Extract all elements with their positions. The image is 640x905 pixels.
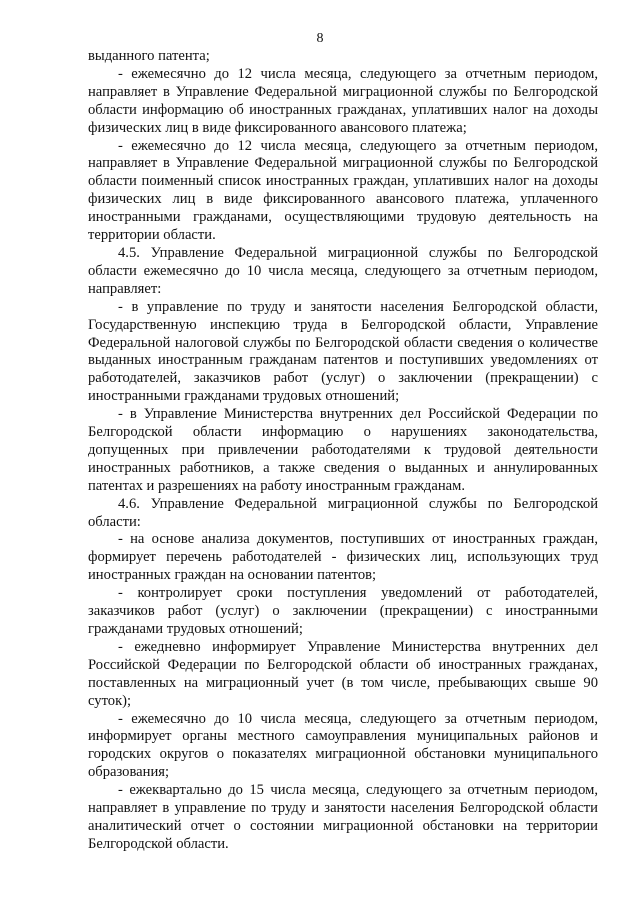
paragraph: - ежемесячно до 12 числа месяца, следующего за отчетным периодом, направляет в Управление Федеральной миграционной службы по Белгородской области информацию об иностранных гражданах, уплативших налог на доходы физических лиц в виде фиксированного авансового платежа;: [88, 65, 598, 136]
paragraph: - ежедневно информирует Управление Министерства внутренних дел Российской Федерации по Белгородской области об иностранных гражданах, поставленных на миграционный учет (в том числе, пребывающих свыше 90 суток);: [88, 638, 598, 709]
paragraph: выданного патента;: [88, 48, 210, 64]
section-4-6-paragraph: 4.6. Управление Федеральной миграционной службы по Белгородской области:: [88, 495, 598, 530]
paragraph: - ежемесячно до 10 числа месяца, следующего за отчетным периодом, информирует органы местного самоуправления муниципальных районов и городских округов о показателях миграционной обстановки муниципального образования;: [88, 710, 598, 781]
paragraph: - на основе анализа документов, поступивших от иностранных граждан, формирует перечень работодателей - физических лиц, использующих труд иностранных граждан на основании патентов;: [88, 531, 598, 584]
paragraph: - в Управление Министерства внутренних дел Российской Федерации по Белгородской области информацию о нарушениях законодательства, допущенных при привлечении работодателями к трудовой деятельности иностранных работников, а также сведения о выданных и аннулированных патентах и разрешениях на работу иностранным гражданам.: [88, 406, 598, 494]
paragraph: - ежеквартально до 15 числа месяца, следующего за отчетным периодом, направляет в управление по труду и занятости населения Белгородской области аналитический отчет о состоянии миграционной обстановки на территории Белгородской области.: [88, 782, 598, 852]
section-4-5-paragraph: 4.5. Управление Федеральной миграционной службы по Белгородской области ежемесячно до 10 числа месяца, следующего за отчетным периодом, направляет:: [88, 244, 598, 297]
paragraph: - контролирует сроки поступления уведомлений от работодателей, заказчиков работ (услуг) о заключении (прекращении) с иностранными гражданами трудовых отношений;: [88, 585, 598, 637]
paragraph: - ежемесячно до 12 числа месяца, следующего за отчетным периодом, направляет в Управление Федеральной миграционной службы по Белгородской области поименный список иностранных граждан, уплативших налог на доходы физических лиц в виде фиксированного авансового платежа, уплаченного иностранными гражданами, осуществляющими трудовую деятельность на территории области.: [88, 137, 598, 244]
document-body: [88, 48, 598, 854]
page-number: 8: [316, 31, 324, 46]
paragraph: - в управление по труду и занятости населения Белгородской области, Государственную инспекцию труда в Белгородской области, Управление Федеральной налоговой службы по Белгородской области сведения о количестве выданных иностранным гражданам патентов и поступивших уведомлениях от работодателей, заказчиков работ (услуг) о заключении (прекращении) с иностранными гражданами трудовых отношений;: [88, 298, 598, 405]
